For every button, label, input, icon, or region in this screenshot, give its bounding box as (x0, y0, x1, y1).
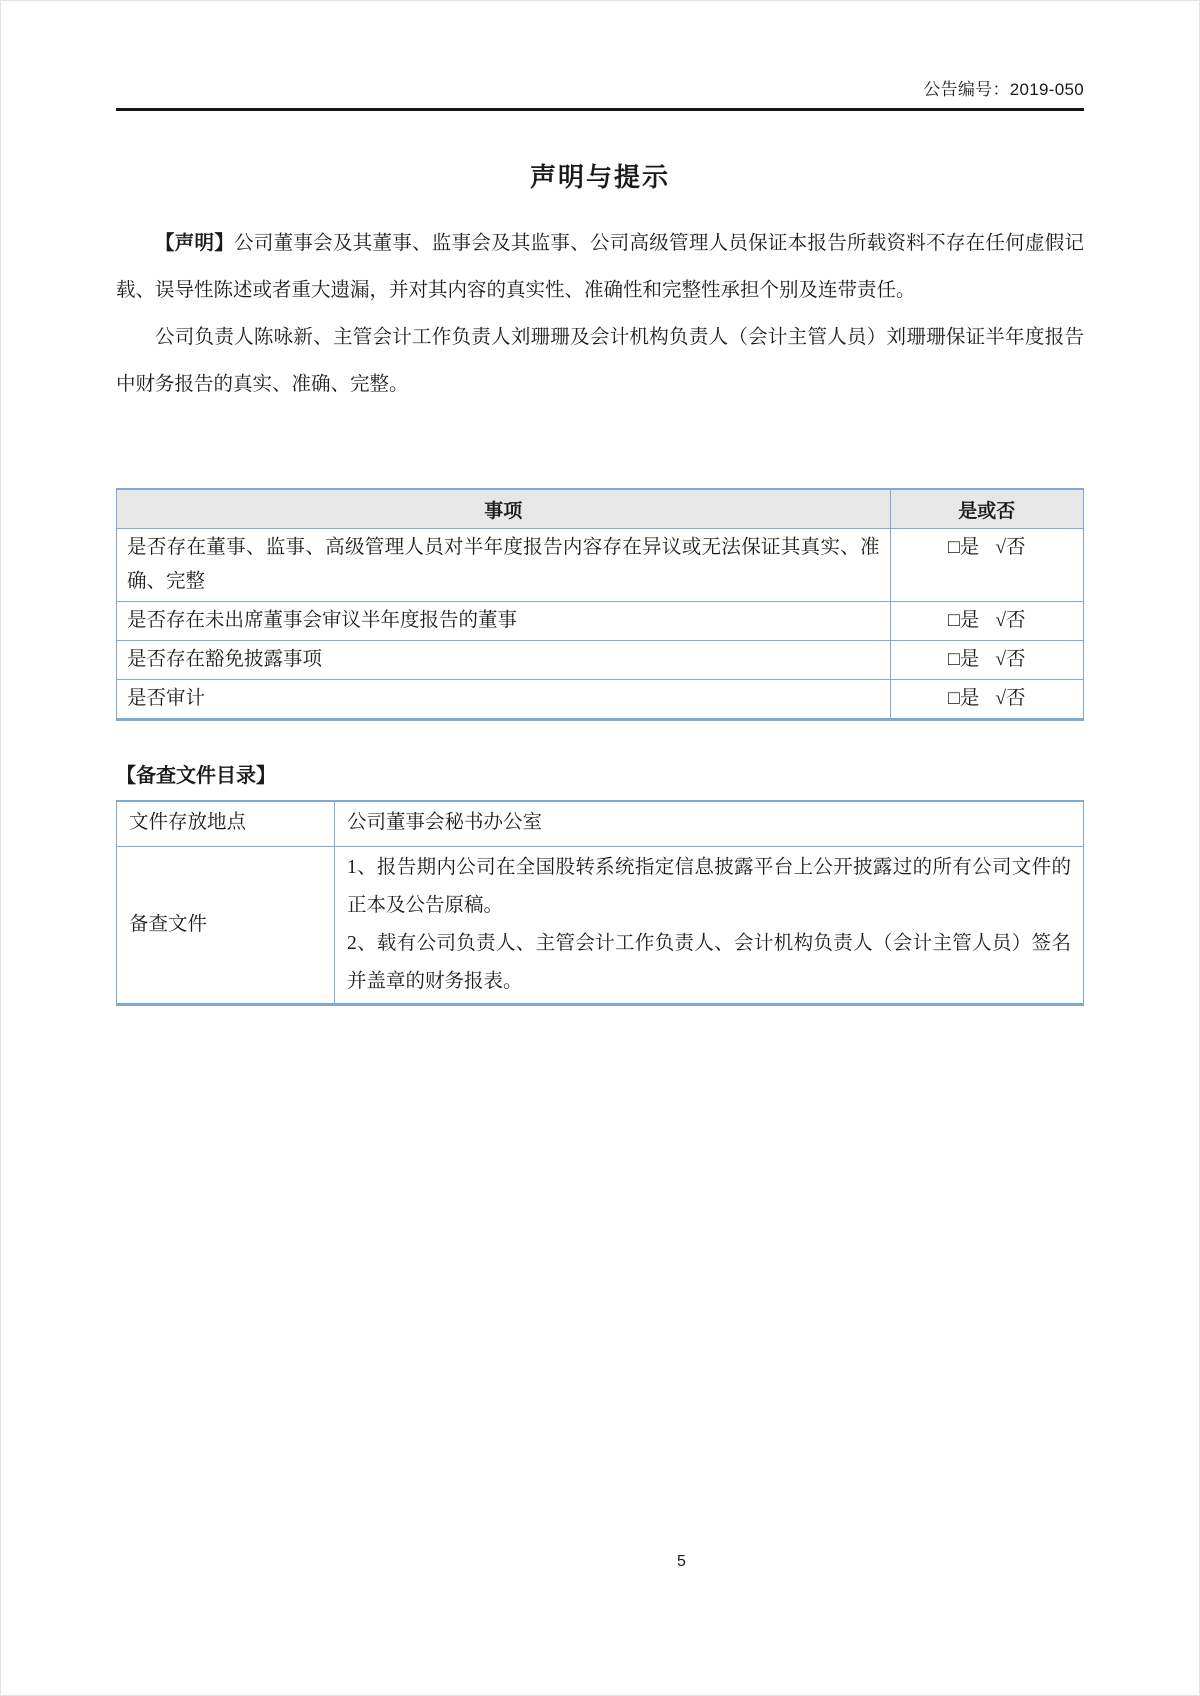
doc-item: 2、载有公司负责人、主管会计工作负责人、会计机构负责人（会计主管人员）签名并盖章的财务报表。 (347, 933, 1071, 992)
document-page (1, 1, 1199, 1006)
checkbox-yes: □是 (948, 537, 980, 558)
matters-col-item: 事项 (117, 489, 891, 529)
table-row (117, 847, 1084, 1005)
checkbox-yes: □是 (948, 649, 980, 670)
table-row (117, 680, 1084, 720)
announcement-number: 公告编号：2019-050 (923, 80, 1084, 99)
matter-item: 是否存在豁免披露事项 (117, 641, 891, 680)
declaration-section (116, 220, 1084, 408)
matters-header-row (117, 489, 1084, 529)
checkbox-yes: □是 (948, 610, 980, 631)
responsibility-paragraph: 公司负责人陈咏新、主管会计工作负责人刘珊珊及会计机构负责人（会计主管人员）刘珊珊保证半年度报告中财务报告的真实、准确、完整。 (116, 327, 1084, 395)
page-number: 5 (677, 1553, 686, 1570)
checkmark-no: √否 (995, 537, 1026, 558)
declaration-paragraph (116, 220, 1084, 314)
docs-location-label: 文件存放地点 (117, 801, 335, 847)
table-row (117, 529, 1084, 602)
matter-answer (890, 602, 1083, 641)
matters-table (116, 488, 1084, 721)
table-row (117, 641, 1084, 680)
docs-files-label: 备查文件 (117, 847, 335, 1005)
matter-answer (890, 680, 1083, 720)
table-row (117, 602, 1084, 641)
matters-col-yesno: 是或否 (890, 489, 1083, 529)
matter-item: 是否审计 (117, 680, 891, 720)
reference-docs-table (116, 800, 1084, 1006)
section-title-reference-docs: 【备查文件目录】 (116, 765, 276, 787)
doc-item: 1、报告期内公司在全国股转系统指定信息披露平台上公开披露过的所有公司文件的正本及公告原稿。 (347, 857, 1071, 916)
table-row (117, 801, 1084, 847)
matter-answer (890, 641, 1083, 680)
checkmark-no: √否 (995, 688, 1026, 709)
checkmark-no: √否 (995, 649, 1026, 670)
page-header (116, 1, 1084, 111)
matter-item: 是否存在董事、监事、高级管理人员对半年度报告内容存在异议或无法保证其真实、准确、完整 (117, 529, 891, 602)
matter-answer (890, 529, 1083, 602)
checkbox-yes: □是 (948, 688, 980, 709)
declaration-text: 公司董事会及其董事、监事会及其监事、公司高级管理人员保证本报告所载资料不存在任何虚假记载、误导性陈述或者重大遗漏，并对其内容的真实性、准确性和完整性承担个别及连带责任。 (116, 233, 1084, 301)
docs-location-value: 公司董事会秘书办公室 (335, 801, 1084, 847)
docs-files-list (335, 847, 1084, 1005)
checkmark-no: √否 (995, 610, 1026, 631)
declaration-lead: 【声明】 (155, 232, 235, 254)
matter-item: 是否存在未出席董事会审议半年度报告的董事 (117, 602, 891, 641)
page-title: 声明与提示 (529, 162, 670, 192)
